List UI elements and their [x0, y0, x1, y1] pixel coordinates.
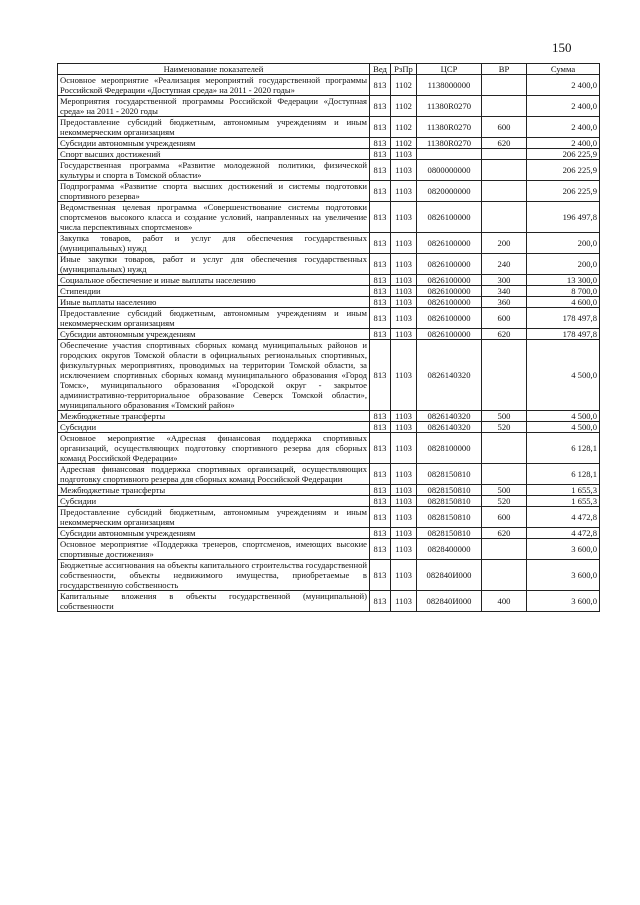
row-sum: 196 497,8: [527, 202, 600, 233]
row-vr: 620: [482, 528, 527, 539]
table-row: [58, 254, 600, 275]
table-row: [58, 340, 600, 411]
table-row: [58, 485, 600, 496]
row-csr: 0826100000: [417, 286, 482, 297]
row-sum: 206 225,9: [527, 160, 600, 181]
table-row: [58, 591, 600, 612]
row-name: Адресная финансовая поддержка спортивных организаций, осуществляющих подготовку спортивного резерва для сборных команд Российской Федерации: [58, 464, 370, 485]
row-name: Основное мероприятие «Реализация мероприятий государственной программы Российской Федерации «Доступная среда» на 2011 - 2020 годы»: [58, 75, 370, 96]
row-vr: 600: [482, 308, 527, 329]
row-sum: 3 600,0: [527, 539, 600, 560]
row-ved: 813: [370, 411, 391, 422]
row-sum: 4 600,0: [527, 297, 600, 308]
row-csr: 11380R0270: [417, 117, 482, 138]
row-sum: 200,0: [527, 254, 600, 275]
table-row: [58, 160, 600, 181]
table-row: [58, 297, 600, 308]
table-row: [58, 96, 600, 117]
row-name: Межбюджетные трансферты: [58, 411, 370, 422]
row-vr: 340: [482, 286, 527, 297]
row-name: Субсидии автономным учреждениям: [58, 528, 370, 539]
row-ved: 813: [370, 433, 391, 464]
header-name: Наименование показателей: [58, 64, 370, 75]
row-sum: 2 400,0: [527, 96, 600, 117]
row-rzpr: 1102: [391, 138, 417, 149]
row-ved: 813: [370, 422, 391, 433]
row-ved: 813: [370, 75, 391, 96]
table-row: [58, 308, 600, 329]
row-vr: 400: [482, 591, 527, 612]
row-sum: 4 500,0: [527, 411, 600, 422]
row-ved: 813: [370, 160, 391, 181]
row-vr: 300: [482, 275, 527, 286]
table-row: [58, 528, 600, 539]
row-sum: 3 600,0: [527, 560, 600, 591]
row-sum: 13 300,0: [527, 275, 600, 286]
row-sum: 6 128,1: [527, 464, 600, 485]
row-name: Закупка товаров, работ и услуг для обеспечения государственных (муниципальных) нужд: [58, 233, 370, 254]
row-vr: 240: [482, 254, 527, 275]
row-vr: 200: [482, 233, 527, 254]
row-rzpr: 1103: [391, 539, 417, 560]
row-vr: 360: [482, 297, 527, 308]
row-ved: 813: [370, 117, 391, 138]
row-ved: 813: [370, 275, 391, 286]
row-name: Подпрограмма «Развитие спорта высших достижений и системы подготовки спортивного резерва»: [58, 181, 370, 202]
row-csr: 0828100000: [417, 433, 482, 464]
row-name: Субсидии: [58, 422, 370, 433]
row-ved: 813: [370, 591, 391, 612]
row-csr: 0828150810: [417, 528, 482, 539]
row-csr: 1138000000: [417, 75, 482, 96]
header-sum: Сумма: [527, 64, 600, 75]
header-ved: Вед: [370, 64, 391, 75]
row-csr: 0828400000: [417, 539, 482, 560]
row-sum: 178 497,8: [527, 308, 600, 329]
row-ved: 813: [370, 181, 391, 202]
row-rzpr: 1103: [391, 422, 417, 433]
row-rzpr: 1103: [391, 591, 417, 612]
row-sum: 2 400,0: [527, 75, 600, 96]
row-ved: 813: [370, 297, 391, 308]
row-name: Предоставление субсидий бюджетным, автономным учреждениям и иным некоммерческим организациям: [58, 117, 370, 138]
row-name: Капитальные вложения в объекты государственной (муниципальной) собственности: [58, 591, 370, 612]
row-csr: 0826100000: [417, 329, 482, 340]
table-row: [58, 464, 600, 485]
row-csr: 11380R0270: [417, 96, 482, 117]
row-rzpr: 1103: [391, 433, 417, 464]
row-name: Субсидии: [58, 496, 370, 507]
page-number: 150: [552, 40, 572, 55]
row-name: Мероприятия государственной программы Российской Федерации «Доступная среда» на 2011 - 2020 годы: [58, 96, 370, 117]
row-ved: 813: [370, 96, 391, 117]
row-vr: [482, 96, 527, 117]
row-csr: 082840И000: [417, 560, 482, 591]
budget-table: [57, 63, 600, 612]
row-vr: [482, 149, 527, 160]
row-rzpr: 1103: [391, 181, 417, 202]
row-csr: 0826140320: [417, 411, 482, 422]
row-rzpr: 1103: [391, 496, 417, 507]
row-rzpr: 1103: [391, 329, 417, 340]
row-vr: [482, 560, 527, 591]
row-vr: [482, 433, 527, 464]
table-row: [58, 496, 600, 507]
row-name: Межбюджетные трансферты: [58, 485, 370, 496]
row-vr: [482, 340, 527, 411]
row-name: Иные выплаты населению: [58, 297, 370, 308]
row-sum: 1 655,3: [527, 485, 600, 496]
row-sum: 178 497,8: [527, 329, 600, 340]
row-csr: [417, 149, 482, 160]
table-row: [58, 138, 600, 149]
row-name: Ведомственная целевая программа «Совершенствование системы подготовки спортсменов высокого класса и создание условий, направленных на увеличение числа перспективных спортсменов»: [58, 202, 370, 233]
row-vr: 520: [482, 496, 527, 507]
table-row: [58, 329, 600, 340]
table-row: [58, 433, 600, 464]
row-sum: 200,0: [527, 233, 600, 254]
row-vr: [482, 202, 527, 233]
row-vr: 500: [482, 485, 527, 496]
table-row: [58, 181, 600, 202]
row-rzpr: 1103: [391, 308, 417, 329]
row-sum: 206 225,9: [527, 181, 600, 202]
row-rzpr: 1103: [391, 160, 417, 181]
row-csr: 082840И000: [417, 591, 482, 612]
row-name: Предоставление субсидий бюджетным, автономным учреждениям и иным некоммерческим организациям: [58, 308, 370, 329]
row-ved: 813: [370, 496, 391, 507]
row-rzpr: 1103: [391, 560, 417, 591]
row-csr: 0828150810: [417, 496, 482, 507]
row-rzpr: 1103: [391, 485, 417, 496]
row-csr: 0826140320: [417, 340, 482, 411]
row-ved: 813: [370, 149, 391, 160]
row-vr: 520: [482, 422, 527, 433]
table-header-row: [58, 64, 600, 75]
row-vr: [482, 160, 527, 181]
table-row: [58, 560, 600, 591]
row-csr: 0826100000: [417, 233, 482, 254]
row-vr: [482, 539, 527, 560]
table-row: [58, 411, 600, 422]
row-sum: 3 600,0: [527, 591, 600, 612]
table-row: [58, 233, 600, 254]
row-rzpr: 1103: [391, 340, 417, 411]
row-vr: 600: [482, 507, 527, 528]
row-ved: 813: [370, 286, 391, 297]
row-vr: 500: [482, 411, 527, 422]
row-csr: 0828150810: [417, 464, 482, 485]
row-csr: 0826100000: [417, 254, 482, 275]
row-ved: 813: [370, 254, 391, 275]
row-name: Иные закупки товаров, работ и услуг для обеспечения государственных (муниципальных) нужд: [58, 254, 370, 275]
row-name: Предоставление субсидий бюджетным, автономным учреждениям и иным некоммерческим организациям: [58, 507, 370, 528]
header-csr: ЦСР: [417, 64, 482, 75]
row-ved: 813: [370, 528, 391, 539]
row-name: Основное мероприятие «Адресная финансовая поддержка спортивных организаций, осуществляющих подготовку спортивного резерва для сборных команд Российской Федерации»: [58, 433, 370, 464]
row-ved: 813: [370, 340, 391, 411]
row-sum: 4 472,8: [527, 507, 600, 528]
table-row: [58, 117, 600, 138]
row-sum: 1 655,3: [527, 496, 600, 507]
row-rzpr: 1103: [391, 507, 417, 528]
row-csr: 0826100000: [417, 297, 482, 308]
row-sum: 4 472,8: [527, 528, 600, 539]
row-name: Субсидии автономным учреждениям: [58, 329, 370, 340]
table-row: [58, 149, 600, 160]
row-name: Стипендии: [58, 286, 370, 297]
row-sum: 4 500,0: [527, 340, 600, 411]
row-ved: 813: [370, 539, 391, 560]
row-rzpr: 1103: [391, 528, 417, 539]
row-ved: 813: [370, 560, 391, 591]
row-ved: 813: [370, 464, 391, 485]
row-csr: 0828150810: [417, 507, 482, 528]
header-vr: ВР: [482, 64, 527, 75]
row-rzpr: 1102: [391, 117, 417, 138]
row-rzpr: 1102: [391, 75, 417, 96]
row-sum: 2 400,0: [527, 117, 600, 138]
table-row: [58, 275, 600, 286]
row-name: Субсидии автономным учреждениям: [58, 138, 370, 149]
row-csr: 0820000000: [417, 181, 482, 202]
table-row: [58, 286, 600, 297]
row-sum: 4 500,0: [527, 422, 600, 433]
row-csr: 0826140320: [417, 422, 482, 433]
row-csr: 0828150810: [417, 485, 482, 496]
row-rzpr: 1103: [391, 297, 417, 308]
row-sum: 206 225,9: [527, 149, 600, 160]
row-csr: 0826100000: [417, 275, 482, 286]
row-name: Государственная программа «Развитие молодежной политики, физической культуры и спорта в Томской области»: [58, 160, 370, 181]
row-rzpr: 1103: [391, 411, 417, 422]
row-name: Основное мероприятие «Поддержка тренеров, спортсменов, имеющих высокие спортивные достижения»: [58, 539, 370, 560]
table-row: [58, 202, 600, 233]
row-rzpr: 1103: [391, 254, 417, 275]
row-name: Спорт высших достижений: [58, 149, 370, 160]
row-ved: 813: [370, 233, 391, 254]
row-vr: 620: [482, 329, 527, 340]
row-rzpr: 1103: [391, 275, 417, 286]
row-vr: [482, 464, 527, 485]
row-ved: 813: [370, 485, 391, 496]
row-csr: 0800000000: [417, 160, 482, 181]
row-rzpr: 1103: [391, 149, 417, 160]
row-vr: [482, 181, 527, 202]
row-name: Обеспечение участия спортивных сборных команд муниципальных районов и городских округов Томской области в официальных региональных спортивных, физкультурных мероприятиях, проводимых на территории Томской области, за исключением спортивных сборных команд муниципального образования «Город Томск», муниципального образования «Городской округ - закрытое административно-территориальное образование Северск Томской области», муниципального образования «Томский район»: [58, 340, 370, 411]
row-sum: 6 128,1: [527, 433, 600, 464]
table-row: [58, 539, 600, 560]
row-ved: 813: [370, 202, 391, 233]
row-vr: [482, 75, 527, 96]
table-row: [58, 507, 600, 528]
row-vr: 620: [482, 138, 527, 149]
row-rzpr: 1103: [391, 202, 417, 233]
row-vr: 600: [482, 117, 527, 138]
row-name: Бюджетные ассигнования на объекты капитального строительства государственной собственности, объекты недвижимого имущества, приобретаемые в государственную собственность: [58, 560, 370, 591]
row-rzpr: 1103: [391, 233, 417, 254]
row-sum: 2 400,0: [527, 138, 600, 149]
table-row: [58, 422, 600, 433]
row-ved: 813: [370, 138, 391, 149]
row-rzpr: 1103: [391, 464, 417, 485]
row-ved: 813: [370, 308, 391, 329]
header-rzpr: РзПр: [391, 64, 417, 75]
row-name: Социальное обеспечение и иные выплаты населению: [58, 275, 370, 286]
row-ved: 813: [370, 507, 391, 528]
row-csr: 0826100000: [417, 202, 482, 233]
row-sum: 8 700,0: [527, 286, 600, 297]
row-ved: 813: [370, 329, 391, 340]
row-csr: 11380R0270: [417, 138, 482, 149]
table-row: [58, 75, 600, 96]
row-rzpr: 1103: [391, 286, 417, 297]
row-rzpr: 1102: [391, 96, 417, 117]
row-csr: 0826100000: [417, 308, 482, 329]
